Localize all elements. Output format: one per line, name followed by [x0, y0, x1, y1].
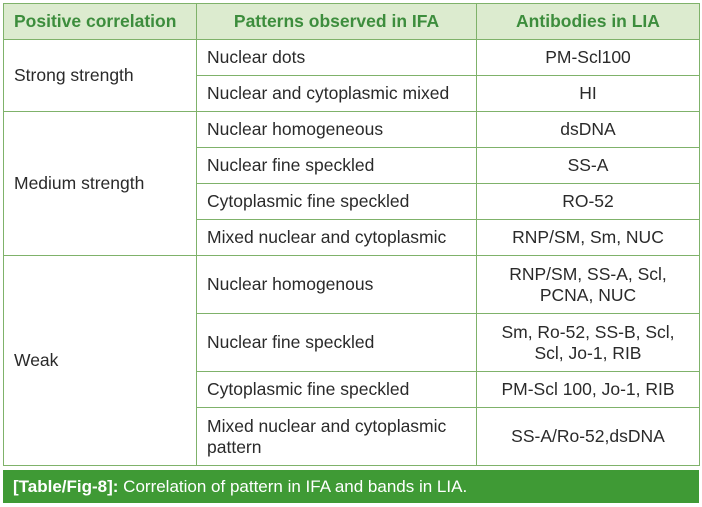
header-antibodies-lia: Antibodies in LIA	[477, 4, 700, 40]
caption-label: [Table/Fig-8]:	[13, 477, 119, 496]
pattern-cell	[197, 408, 477, 466]
antibodies-cell: dsDNA	[477, 112, 700, 148]
pattern-cell: Cytoplasmic fine speckled	[197, 184, 477, 220]
category-cell: Strong strength	[4, 40, 197, 112]
pattern-cell: Nuclear homogenous	[197, 256, 477, 314]
antibodies-line: Scl, Jo-1, RIB	[534, 342, 642, 363]
header-positive-correlation: Positive correlation	[4, 4, 197, 40]
correlation-table	[3, 3, 700, 466]
pattern-line: pattern	[207, 436, 262, 457]
category-cell: Medium strength	[4, 112, 197, 256]
header-row	[4, 4, 700, 40]
table-row	[4, 112, 700, 148]
caption-text: Correlation of pattern in IFA and bands in LIA.	[118, 477, 468, 496]
pattern-cell: Nuclear fine speckled	[197, 314, 477, 372]
antibodies-cell: SS-A/Ro-52,dsDNA	[477, 408, 700, 466]
antibodies-cell: RNP/SM, Sm, NUC	[477, 220, 700, 256]
antibodies-cell	[477, 256, 700, 314]
antibodies-cell: HI	[477, 76, 700, 112]
pattern-cell: Nuclear and cytoplasmic mixed	[197, 76, 477, 112]
pattern-cell: Cytoplasmic fine speckled	[197, 372, 477, 408]
antibodies-cell: PM-Scl 100, Jo-1, RIB	[477, 372, 700, 408]
header-patterns-ifa: Patterns observed in IFA	[197, 4, 477, 40]
pattern-cell: Mixed nuclear and cytoplasmic	[197, 220, 477, 256]
pattern-line: Mixed nuclear and cytoplasmic	[207, 415, 447, 436]
pattern-cell: Nuclear fine speckled	[197, 148, 477, 184]
table-row	[4, 256, 700, 314]
category-cell: Weak	[4, 256, 197, 466]
pattern-cell: Nuclear dots	[197, 40, 477, 76]
antibodies-line: Sm, Ro-52, SS-B, Scl,	[501, 321, 675, 342]
antibodies-cell	[477, 314, 700, 372]
pattern-cell: Nuclear homogeneous	[197, 112, 477, 148]
antibodies-line: RNP/SM, SS-A, Scl,	[509, 263, 667, 284]
figure-caption	[3, 470, 699, 503]
table-row	[4, 40, 700, 76]
antibodies-cell: RO-52	[477, 184, 700, 220]
antibodies-cell: SS-A	[477, 148, 700, 184]
antibodies-line: PCNA, NUC	[539, 284, 637, 305]
antibodies-cell: PM-Scl100	[477, 40, 700, 76]
